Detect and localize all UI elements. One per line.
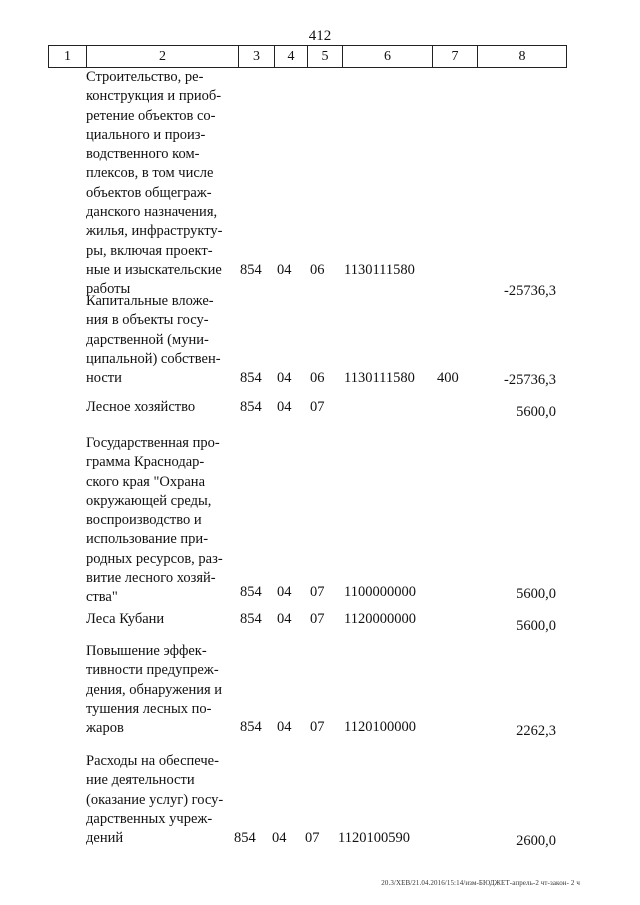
row-name: Расходы на обеспече- ние деятельности (оказание услуг) госу- дарственных учреж- дений — [86, 753, 224, 847]
row-code-3: 854 — [240, 262, 262, 278]
table-header — [48, 45, 567, 68]
row-code-3: 854 — [240, 584, 262, 600]
row-name: Капитальные вложе- ния в объекты госу- дарственной (муни- ципальной) собствен- ности — [86, 293, 221, 387]
row-code-5: 06 — [310, 262, 325, 278]
row-code-4: 04 — [277, 584, 292, 600]
row-code-6: 1100000000 — [344, 584, 416, 600]
row-code-6: 1120100000 — [344, 719, 416, 735]
row-amount: -25736,3 — [504, 283, 556, 299]
row-name: Государственная про- грамма Краснодар- ского края "Охрана окружающей среды, воспроизводство и использование при- родных ресурсов, раз- витие лесного хозяй- ства" — [86, 435, 223, 606]
row-amount: 5600,0 — [516, 618, 556, 634]
row-name: Повышение эффек- тивности предупреж- дения, обнаружения и тушения лесных по- жаров — [86, 643, 223, 737]
row-amount: -25736,3 — [504, 372, 556, 388]
row-code-7: 400 — [437, 370, 459, 386]
header-col-6: 6 — [343, 46, 433, 67]
row-code-4: 04 — [277, 399, 292, 415]
header-col-7: 7 — [433, 46, 478, 67]
row-code-3: 854 — [240, 399, 262, 415]
row-code-5: 07 — [310, 584, 325, 600]
row-name: Лесное хозяйство — [86, 399, 196, 415]
row-amount: 2600,0 — [516, 833, 556, 849]
page-number: 412 — [308, 28, 332, 44]
row-amount: 5600,0 — [516, 404, 556, 420]
row-code-4: 04 — [277, 719, 292, 735]
row-code-4: 04 — [277, 262, 292, 278]
row-code-5: 07 — [310, 719, 325, 735]
row-code-3: 854 — [234, 830, 256, 846]
row-code-5: 07 — [310, 399, 325, 415]
row-code-3: 854 — [240, 611, 262, 627]
row-code-6: 1120000000 — [344, 611, 416, 627]
header-col-5: 5 — [308, 46, 343, 67]
row-code-4: 04 — [272, 830, 287, 846]
row-code-5: 07 — [305, 830, 320, 846]
header-col-4: 4 — [275, 46, 308, 67]
header-col-8: 8 — [518, 49, 526, 64]
row-name: Строительство, ре- конструкция и приоб- ретение объектов со- циального и произ- водственного ком- плексов, в том числе объектов общеграж- данского назначения, жилья, инфраструкту- ры, включая проект- ные и изыскательские работы — [86, 69, 223, 298]
header-col-3: 3 — [239, 46, 275, 67]
row-amount: 5600,0 — [516, 586, 556, 602]
row-code-3: 854 — [240, 370, 262, 386]
row-code-4: 04 — [277, 611, 292, 627]
row-code-6: 1120100590 — [338, 830, 410, 846]
row-code-6: 1130111580 — [344, 262, 415, 278]
row-amount: 2262,3 — [516, 723, 556, 739]
document-footer: 20.3/ХЕВ/21.04.2016/15:14/изм-БЮДЖЕТ-апрель-2 чт-закон- 2 ч — [381, 879, 580, 887]
row-code-6: 1130111580 — [344, 370, 415, 386]
header-col-1: 1 — [49, 46, 87, 67]
row-code-4: 04 — [277, 370, 292, 386]
row-code-3: 854 — [240, 719, 262, 735]
header-col-2: 2 — [87, 46, 239, 67]
row-code-5: 07 — [310, 611, 325, 627]
row-name: Леса Кубани — [86, 611, 165, 627]
row-code-5: 06 — [310, 370, 325, 386]
